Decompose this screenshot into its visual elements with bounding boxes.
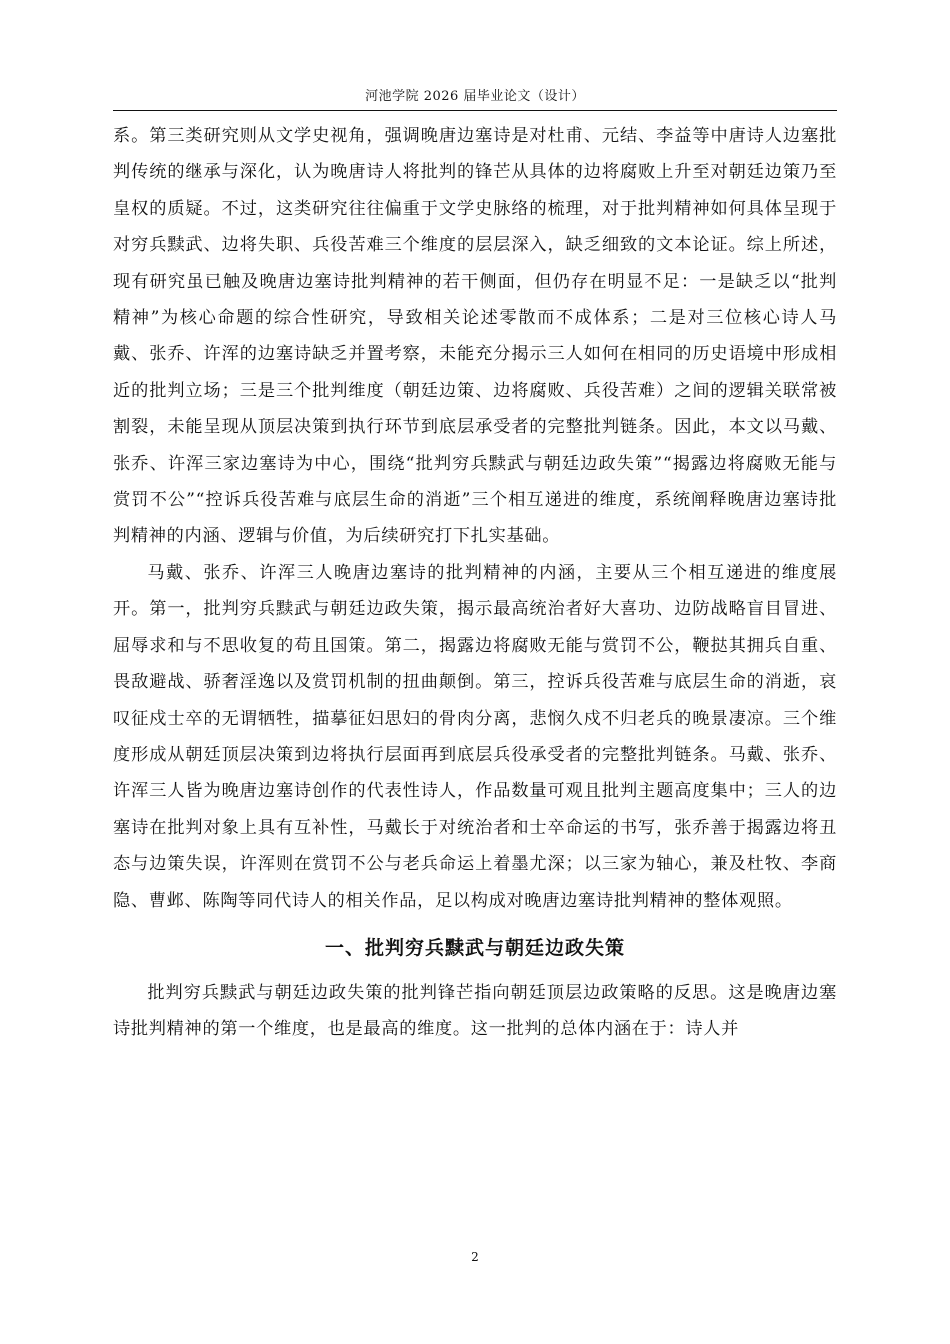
- header-rule: [113, 110, 837, 111]
- paragraph-scope: 马戴、张乔、许浑三人晚唐边塞诗的批判精神的内涵，主要从三个相互递进的维度展开。第一，批判穷兵黩武与朝廷边政失策，揭示最高统治者好大喜功、边防战略盲目冒进、屈辱求和与不思收复的苟且国策。第二，揭露边将腐败无能与赏罚不公，鞭挞其拥兵自重、畏敌避战、骄奢淫逸以及赏罚机制的扭曲颠倒。第三，控诉兵役苦难与底层生命的消逝，哀叹征戍士卒的无谓牺牲，描摹征妇思妇的骨肉分离，悲悯久戍不归老兵的晚景凄凉。三个维度形成从朝廷顶层决策到边将执行层面再到底层兵役承受者的完整批判链条。马戴、张乔、许浑三人皆为晚唐边塞诗创作的代表性诗人，作品数量可观且批判主题高度集中；三人的边塞诗在批判对象上具有互补性，马戴长于对统治者和士卒命运的书写，张乔善于揭露边将丑态与边策失误，许浑则在赏罚不公与老兵命运上着墨尤深；以三家为轴心，兼及杜牧、李商隐、曹邺、陈陶等同代诗人的相关作品，足以构成对晚唐边塞诗批判精神的整体观照。: [113, 562, 837, 911]
- running-header: 河池学院 2026 届毕业论文（设计）: [365, 89, 585, 104]
- section-heading: 一、批判穷兵黩武与朝廷边政失策: [324, 936, 625, 959]
- page-number: 2: [471, 1250, 479, 1264]
- paragraph-section-intro: 批判穷兵黩武与朝廷边政失策的批判锋芒指向朝廷顶层边政策略的反思。这是晚唐边塞诗批判精神的第一个维度，也是最高的维度。这一批判的总体内涵在于：诗人并: [113, 982, 837, 1040]
- paragraph-continued: 系。第三类研究则从文学史视角，强调晚唐边塞诗是对杜甫、元结、李益等中唐诗人边塞批判传统的继承与深化，认为晚唐诗人将批判的锋芒从具体的边将腐败上升至对朝廷边策乃至皇权的质疑。不过，这类研究往往偏重于文学史脉络的梳理，对于批判精神如何具体呈现于对穷兵黩武、边将失职、兵役苦难三个维度的层层深入，缺乏细致的文本论证。综上所述，现有研究虽已触及晚唐边塞诗批判精神的若干侧面，但仍存在明显不足：一是缺乏以“批判精神”为核心命题的综合性研究，导致相关论述零散而不成体系；二是对三位核心诗人马戴、张乔、许浑的边塞诗缺乏并置考察，未能充分揭示三人如何在相同的历史语境中形成相近的批判立场；三是三个批判维度（朝廷边策、边将腐败、兵役苦难）之间的逻辑关联常被割裂，未能呈现从顶层决策到执行环节到底层承受者的完整批判链条。因此，本文以马戴、张乔、许浑三家边塞诗为中心，围绕“批判穷兵黩武与朝廷边政失策”“揭露边将腐败无能与赏罚不公”“控诉兵役苦难与底层生命的消逝”三个相互递进的维度，系统阐释晚唐边塞诗批判精神的内涵、逻辑与价值，为后续研究打下扎实基础。: [113, 126, 837, 547]
- body-text: [113, 118, 837, 1048]
